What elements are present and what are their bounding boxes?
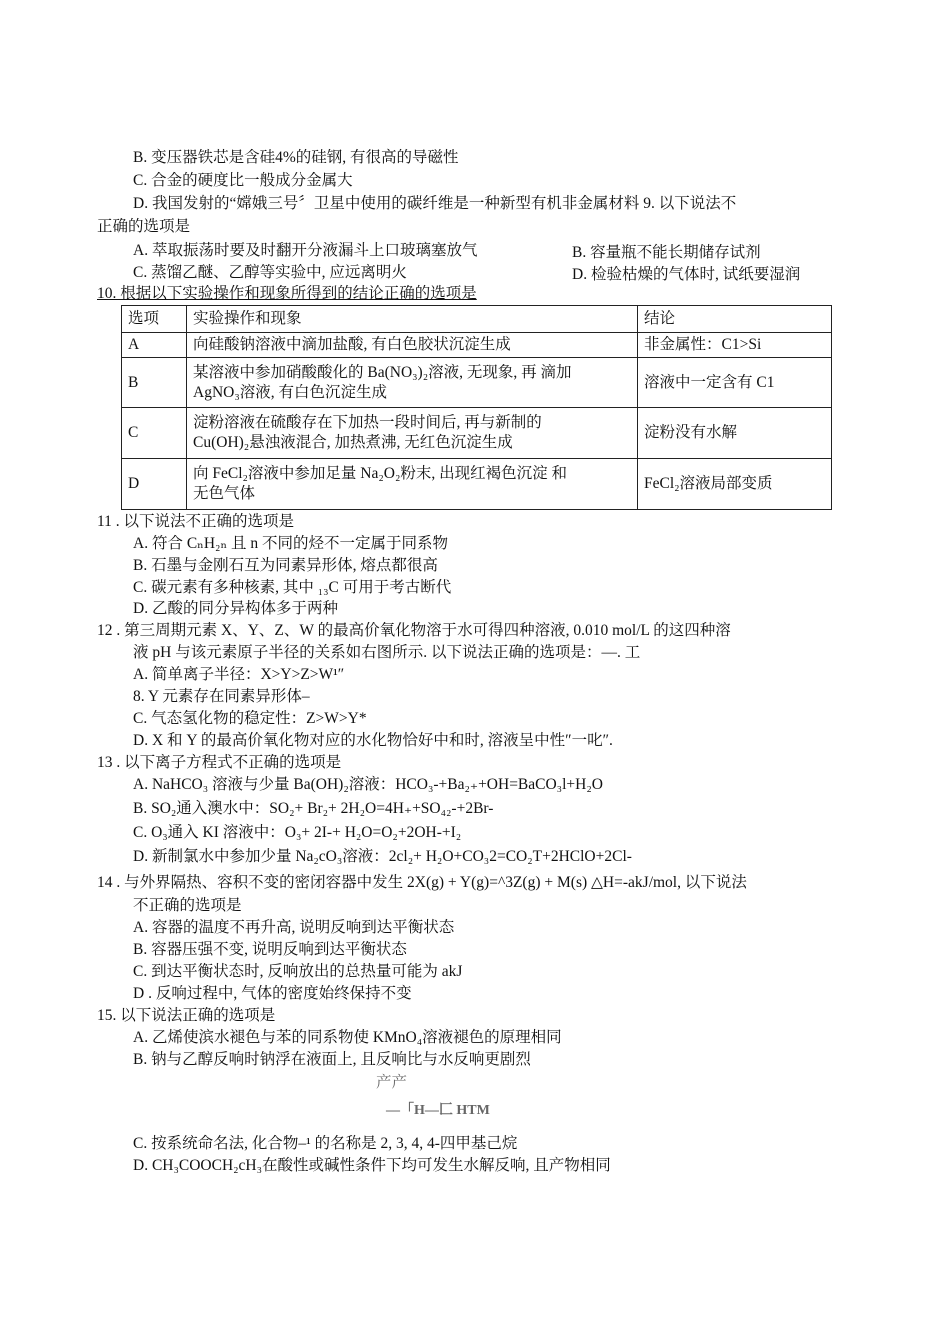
q13-option-a: A. NaHCO₃ 溶液与少量 Ba(OH)₂溶液：HCO₃-+Ba₂₊+OH=BaCO₃l+H₂O: [133, 776, 603, 793]
q12-stem: 12 . 第三周期元素 X、Y、Z、W 的最高价氧化物溶于水可得四种溶液, 0.010 mol/L 的这四种溶: [97, 622, 731, 639]
row-operation: [187, 333, 638, 358]
operation-line: 某溶液中参加硝酸酸化的 Ba(NO₃)₂溶液, 无现象, 再 滴加: [193, 363, 572, 381]
q12-stem-cont: 液 pH 与该元素原子半径的关系如右图所示. 以下说法正确的选项是：—. 工: [133, 644, 641, 661]
q11-option-a: A. 符合 CₙH₂ₙ 且 n 不同的烃不一定属于同系物: [133, 535, 449, 552]
row-option: D: [122, 459, 187, 510]
experiment-table: [121, 305, 832, 510]
q13-option-b: B. SO₂通入澳水中：SO₂+ Br₂+ 2H₂O=4H₊+SO₄₂-+2Br-: [133, 800, 494, 817]
q8-option-b: B. 变压器铁芯是含硅4%的硅钢, 有很高的导磁性: [133, 149, 459, 166]
operation-line: 无色气体: [193, 485, 256, 502]
row-conclusion: 非金属性：C1>Si: [638, 333, 832, 358]
operation-line: 向硅酸钠溶液中滴加盐酸, 有白色胶状沉淀生成: [193, 336, 511, 353]
row-conclusion: 淀粉没有水解: [638, 408, 832, 459]
q8-option-c: C. 合金的硬度比一般成分金属大: [133, 172, 353, 189]
q9-option-a: A. 萃取振荡时要及时翻开分液漏斗上口玻璃塞放气: [133, 242, 478, 259]
header-conclusion: 结论: [638, 306, 832, 333]
q12-option-a: A. 简单离子半径：X>Y>Z>W¹″: [133, 666, 345, 683]
q11-option-d: D. 乙酸的同分异构体多于两种: [133, 600, 338, 617]
q9-option-c: C. 蒸馏乙醚、乙醇等实验中, 应远离明火: [133, 264, 407, 281]
table-row: [122, 459, 832, 510]
row-operation: [187, 459, 638, 510]
operation-line: Cu(OH)₂悬浊液混合, 加热煮沸, 无红色沉淀生成: [193, 434, 513, 451]
q10-stem: 10. 根据以下实验操作和现象所得到的结论正确的选项是: [97, 285, 477, 302]
q11-stem: 11 . 以下说法不正确的选项是: [97, 513, 295, 530]
q15-option-d: D. CH₃COOCH₂cH₃在酸性或碱性条件下均可发生水解反响, 且产物相同: [133, 1157, 611, 1174]
q14-option-a: A. 容器的温度不再升高, 说明反响到达平衡状态: [133, 919, 455, 936]
table-row: [122, 358, 832, 408]
q15-option-a: A. 乙烯使滨水褪色与苯的同系物使 KMnO₄溶液褪色的原理相同: [133, 1029, 562, 1046]
q9-option-b: B. 容量瓶不能长期储存试剂: [572, 244, 761, 261]
q14-option-c: C. 到达平衡状态时, 反响放出的总热量可能为 akJ: [133, 963, 463, 980]
q12-option-c: C. 气态氢化物的稳定性：Z>W>Y*: [133, 710, 367, 727]
structure-formula-main: —「H—匚 HTM: [386, 1103, 490, 1118]
q14-option-d: D . 反响过程中, 气体的密度始终保持不变: [133, 985, 412, 1002]
q13-option-c: C. O₃通入 KI 溶液中：O₃+ 2I-+ H₂O=O₂+2OH-+I₂: [133, 824, 462, 841]
operation-line: AgNO₃溶液, 有白色沉淀生成: [193, 383, 387, 401]
table-row: [122, 408, 832, 459]
row-option: C: [122, 408, 187, 459]
table-row: [122, 333, 832, 358]
row-operation: [187, 408, 638, 459]
q15-option-b: B. 钠与乙醇反响时钠浮在液面上, 且反响比与水反响更剧烈: [133, 1051, 531, 1068]
q12-option-d: D. X 和 Y 的最高价氧化物对应的水化物恰好中和时, 溶液呈中性″一叱″.: [133, 732, 613, 749]
q9-option-d: D. 检验枯燥的气体时, 试纸要湿润: [572, 266, 801, 283]
q8-option-d: D. 我国发射的“嫦娥三号〞卫星中使用的碳纤维是一种新型有机非金属材料 9. 以下说法不: [133, 195, 737, 212]
row-option: B: [122, 358, 187, 408]
row-option: A: [122, 333, 187, 358]
table-header-row: [122, 306, 832, 333]
structure-formula-top: 产产: [376, 1074, 408, 1091]
q11-option-c: C. 碳元素有多种核素, 其中 ₁₃C 可用于考古断代: [133, 579, 452, 596]
q14-stem: 14 . 与外界隔热、容积不变的密闭容器中发生 2X(g) + Y(g)=^3Z(g) + M(s) △H=-akJ/mol, 以下说法: [97, 874, 747, 891]
q15-option-c: C. 按系统命名法, 化合物–¹ 的名称是 2, 3, 4, 4-四甲基己烷: [133, 1135, 518, 1152]
q14-option-b: B. 容器压强不变, 说明反响到达平衡状态: [133, 941, 407, 958]
q15-stem: 15. 以下说法正确的选项是: [97, 1007, 276, 1024]
operation-line: 淀粉溶液在硫酸存在下加热一段时间后, 再与新制的: [193, 414, 542, 431]
row-conclusion: 溶液中一定含有 C1: [638, 358, 832, 408]
q12-option-b: 8. Y 元素存在同素异形体–: [133, 688, 310, 705]
operation-line: 向 FeCl₂溶液中参加足量 Na₂O₂粉末, 出现红褐色沉淀 和: [193, 465, 567, 482]
row-conclusion: FeCl₂溶液局部变质: [638, 459, 832, 510]
row-operation: [187, 358, 638, 408]
q11-option-b: B. 石墨与金刚石互为同素异形体, 熔点都很高: [133, 557, 438, 574]
q9-stem: 正确的选项是: [97, 218, 191, 235]
header-option: 选项: [122, 306, 187, 333]
header-operation: 实验操作和现象: [187, 306, 638, 333]
q13-option-d: D. 新制氯水中参加少量 Na₂cO₃溶液：2cl₂+ H₂O+CO₃2=CO₂T+2HClO+2Cl-: [133, 848, 632, 865]
q14-stem-cont: 不正确的选项是: [133, 897, 242, 914]
q13-stem: 13 . 以下离子方程式不正确的选项是: [97, 754, 342, 771]
